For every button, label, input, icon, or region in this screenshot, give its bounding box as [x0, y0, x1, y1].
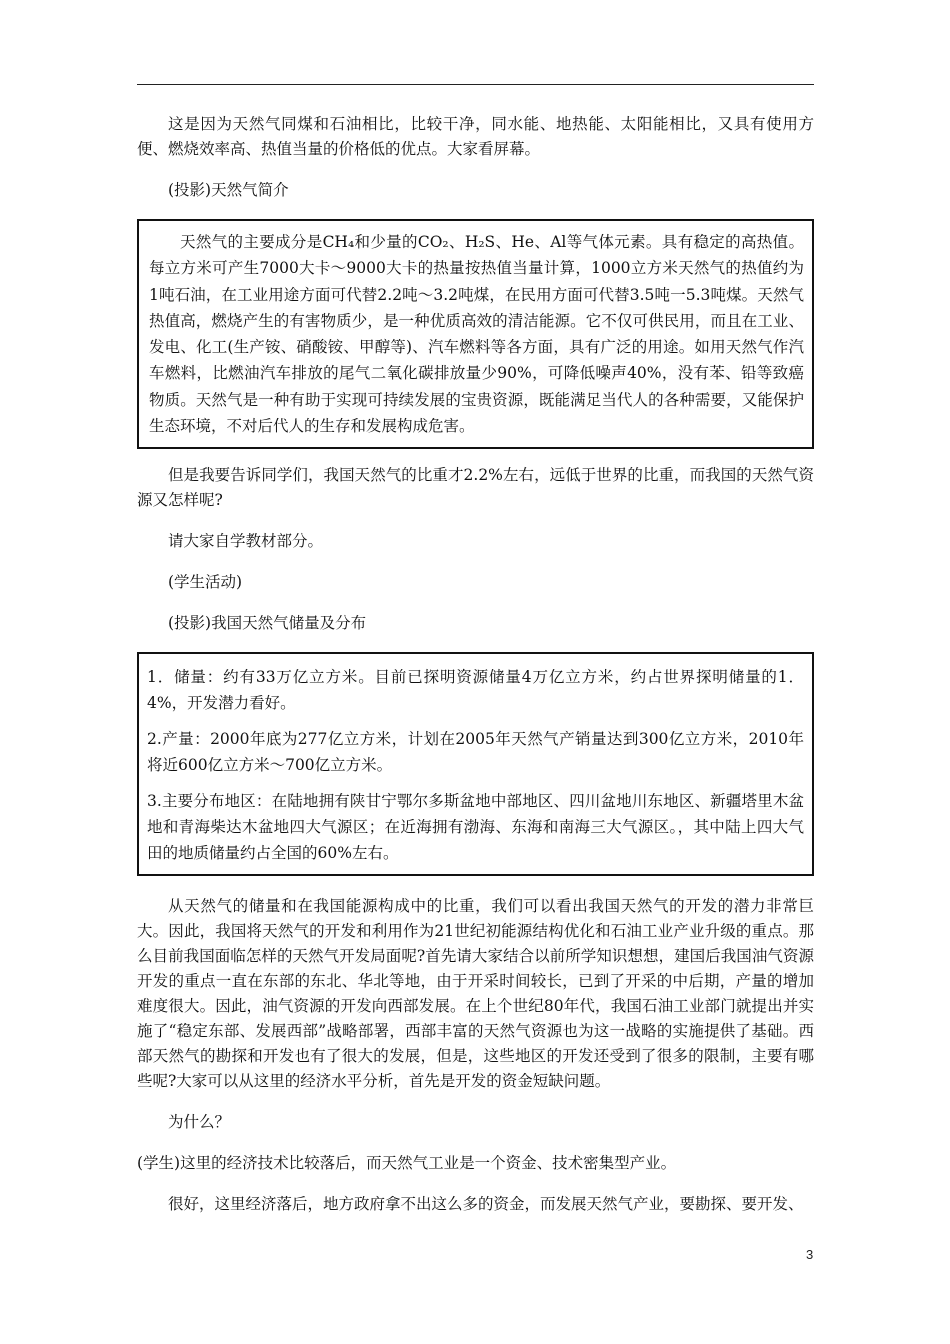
- reserves-distribution-box: [137, 652, 814, 876]
- natural-gas-intro-text: 天然气的主要成分是CH₄和少量的CO₂、H₂S、He、Al等气体元素。具有稳定的高热值。每立方米可产生7000大卡～9000大卡的热量按热值当量计算，1000立方米天然气的热值约为1吨石油，在工业用途方面可代替2.2吨～3.2吨煤，在民用方面可代替3.5吨一5.3吨煤。天然气热值高，燃烧产生的有害物质少，是一种优质高效的清洁能源。它不仅可供民用，而且在工业、发电、化工(生产铵、硝酸铵、甲醇等)、汽车燃料等各方面，具有广泛的用途。如用天然气作汽车燃料，比燃油汽车排放的尾气二氧化碳排放量少90%，可降低噪声40%，没有苯、铅等致癌物质。天然气是一种有助于实现可持续发展的宝贵资源，既能满足当代人的各种需要，又能保护生态环境，不对后代人的生存和发展构成危害。: [149, 233, 804, 436]
- paragraph-why: 为什么？: [168, 1113, 231, 1132]
- paragraph-proportion: 但是我要告诉同学们，我国天然气的比重才2.2%左右，远低于世界的比重，而我国的天然气资源又怎样呢?: [137, 466, 814, 510]
- projection-label-reserves: (投影)我国天然气储量及分布: [168, 614, 367, 633]
- natural-gas-intro-box: [137, 219, 814, 449]
- distribution-item: 3.主要分布地区：在陆地拥有陕甘宁鄂尔多斯盆地中部地区、四川盆地川东地区、新疆塔里木盆地和青海柴达木盆地四大气源区；在近海拥有渤海、东海和南海三大气源区。，其中陆上四大气田的地质储量约占全国的60%左右。: [147, 792, 804, 863]
- paragraph-intro: 这是因为天然气同煤和石油相比，比较干净，同水能、地热能、太阳能相比，又具有使用方便、燃烧效率高、热值当量的价格低的优点。大家看屏幕。: [137, 115, 814, 158]
- paragraph-development: 从天然气的储量和在我国能源构成中的比重，我们可以看出我国天然气的开发的潜力非常巨大。因此，我国将天然气的开发和利用作为21世纪初能源结构优化和石油工业产业升级的重点。那么目前我国面临怎样的天然气开发局面呢?首先请大家结合以前所学知识想想，建国后我国油气资源开发的重点一直在东部的东北、华北等地，由于开采时间较长，已到了开采的中后期，产量的增加难度很大。因此，油气资源的开发向西部发展。在上个世纪80年代，我国石油工业部门就提出并实施了“稳定东部、发展西部”战略部署，西部丰富的天然气资源也为这一战略的实施提供了基础。西部天然气的勘探和开发也有了很大的发展，但是，这些地区的开发还受到了很多的限制，主要有哪些呢?大家可以从这里的经济水平分析，首先是开发的资金短缺问题。: [137, 897, 814, 1091]
- paragraph-student-answer: (学生)这里的经济技术比较落后，而天然气工业是一个资金、技术密集型产业。: [137, 1154, 677, 1173]
- reserves-item: 1．储量：约有33万亿立方米。目前已探明资源储量4万亿立方米，约占世界探明储量的1．4%，开发潜力看好。: [147, 668, 804, 713]
- projection-label-intro: (投影)天然气简介: [168, 181, 289, 199]
- document-body: [137, 112, 814, 1233]
- paragraph-continuation: 很好，这里经济落后，地方政府拿不出这么多的资金，而发展天然气产业，要勘探、要开发、: [168, 1195, 804, 1214]
- production-item: 2.产量：2000年底为277亿立方米，计划在2005年天然气产销量达到300亿立方米，2010年将近600亿立方米～700亿立方米。: [147, 730, 804, 775]
- page-number: 3: [806, 1247, 814, 1262]
- paragraph-self-study: 请大家自学教材部分。: [168, 532, 324, 551]
- paragraph-student-activity: (学生活动): [168, 573, 243, 592]
- header-rule: [137, 84, 814, 85]
